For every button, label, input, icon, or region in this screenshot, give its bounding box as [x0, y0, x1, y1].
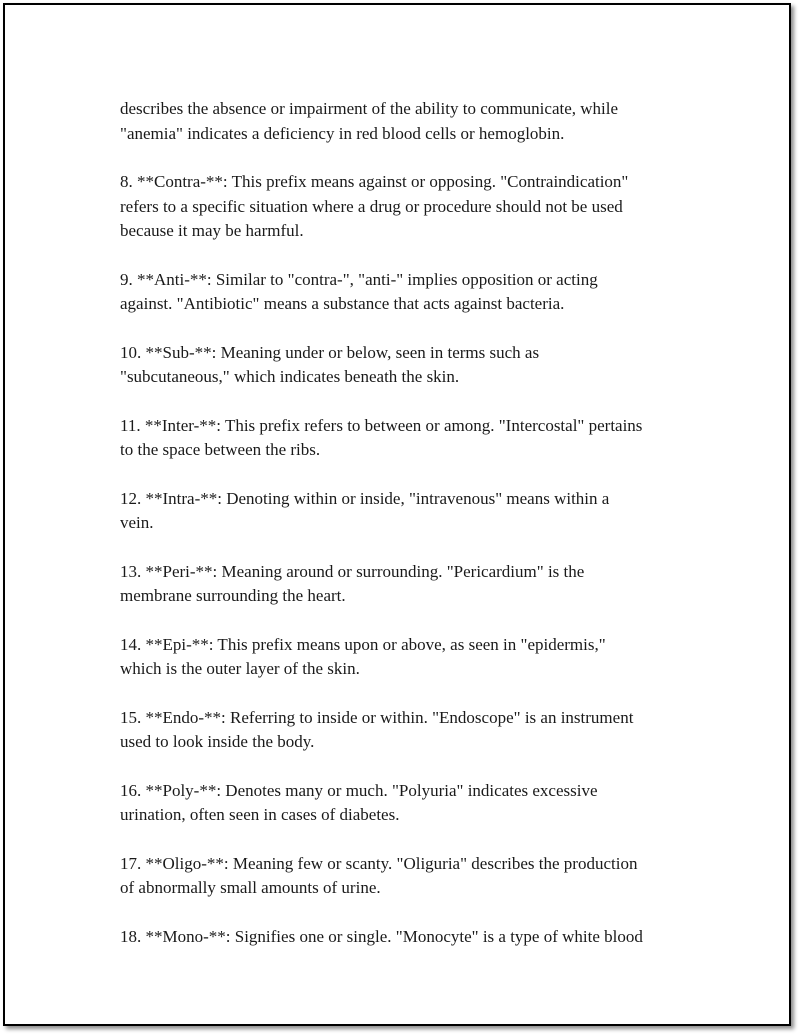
- paragraph-item-11-inter: 11. **Inter-**: This prefix refers to between or among. "Intercostal" pertains to the space between the ribs.: [120, 415, 643, 459]
- paragraph-item-17-oligo: 17. **Oligo-**: Meaning few or scanty. "Oliguria" describes the production of abnormally small amounts of urine.: [120, 853, 638, 897]
- paragraph-item-12-intra: 12. **Intra-**: Denoting within or inside, "intravenous" means within a vein.: [120, 488, 610, 532]
- paragraph-item-18-mono: 18. **Mono-**: Signifies one or single. "Monocyte" is a type of white blood: [120, 926, 643, 946]
- paragraph-item-16-poly: 16. **Poly-**: Denotes many or much. "Polyuria" indicates excessive urination, often seen in cases of diabetes.: [120, 780, 598, 824]
- document-body: [120, 97, 700, 949]
- page-frame: [3, 3, 791, 1026]
- paragraph-item-15-endo: 15. **Endo-**: Referring to inside or within. "Endoscope" is an instrument used to look inside the body.: [120, 707, 634, 751]
- paragraph-continuation: describes the absence or impairment of the ability to communicate, while "anemia" indicates a deficiency in red blood cells or hemoglobin.: [120, 99, 619, 143]
- paragraph-item-8-contra: 8. **Contra-**: This prefix means against or opposing. "Contraindication" refers to a specific situation where a drug or procedure should not be used because it may be harmful.: [120, 172, 629, 240]
- paragraph-item-9-anti: 9. **Anti-**: Similar to "contra-", "anti-" implies opposition or acting against. "Antibiotic" means a substance that acts against bacteria.: [120, 269, 598, 313]
- paragraph-item-14-epi: 14. **Epi-**: This prefix means upon or above, as seen in "epidermis," which is the outer layer of the skin.: [120, 634, 606, 678]
- paragraph-item-10-sub: 10. **Sub-**: Meaning under or below, seen in terms such as "subcutaneous," which indicates beneath the skin.: [120, 342, 540, 386]
- paragraph-item-13-peri: 13. **Peri-**: Meaning around or surrounding. "Pericardium" is the membrane surrounding the heart.: [120, 561, 585, 605]
